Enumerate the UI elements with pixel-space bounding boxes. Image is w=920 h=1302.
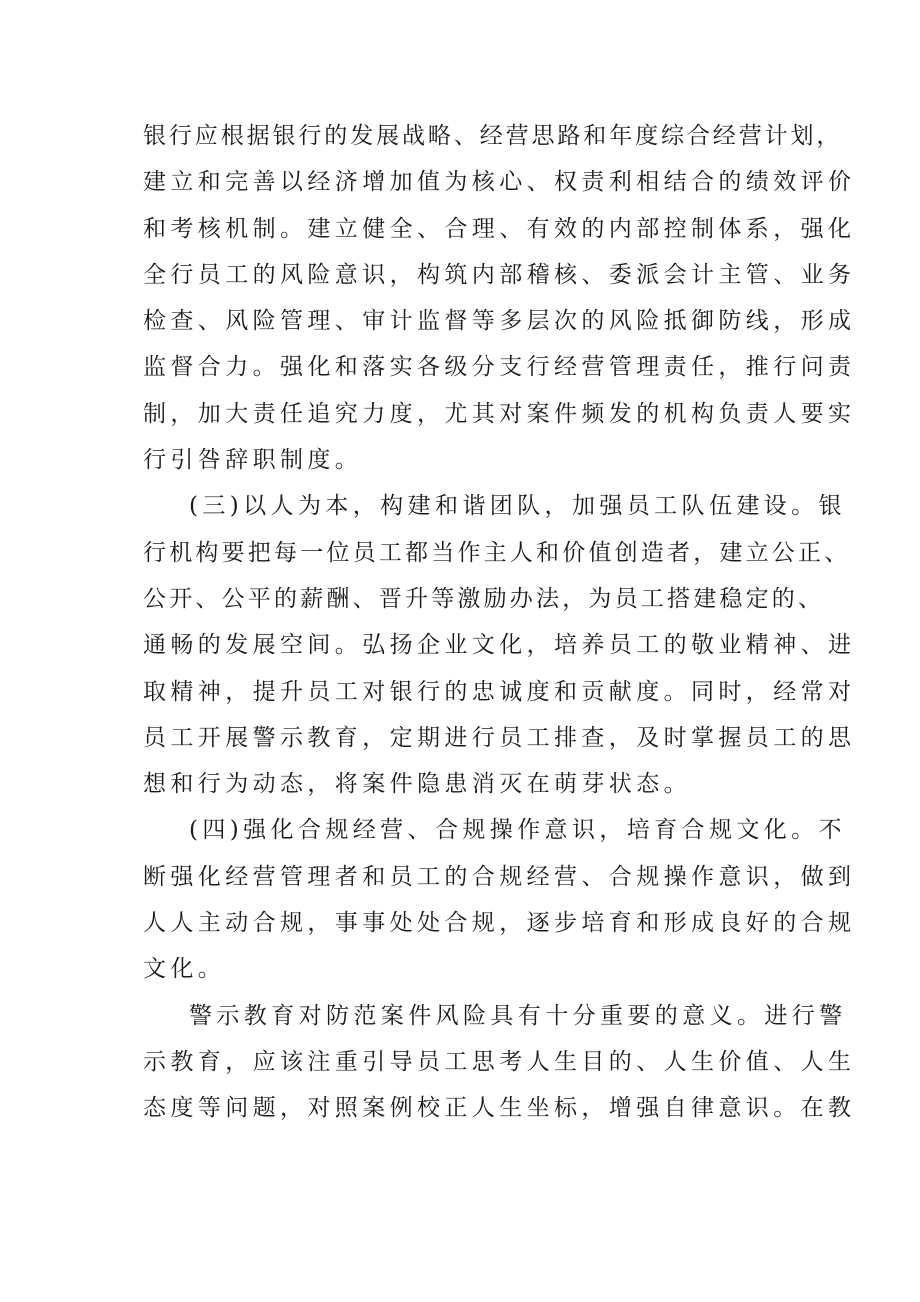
paragraph-start-line: (四)强化合规经营、合规操作意识，培育合规文化。不 bbox=[189, 817, 846, 844]
text-line: 建立和完善以经济增加值为核心、权责利相结合的绩效评价 bbox=[143, 169, 856, 196]
text-line: 想和行为动态，将案件隐患消灭在萌芽状态。 bbox=[143, 771, 691, 798]
text-line: 通畅的发展空间。弘扬企业文化，培养员工的敬业精神、进 bbox=[143, 632, 856, 659]
text-line: 制，加大责任追究力度，尤其对案件频发的机构负责人要实 bbox=[143, 400, 856, 427]
text-line: 检查、风险管理、审计监督等多层次的风险抵御防线，形成 bbox=[143, 308, 856, 335]
paragraph-start-line: (三)以人为本，构建和谐团队，加强员工队伍建设。银 bbox=[189, 493, 846, 520]
paragraph-start-line: 警示教育对防范案件风险具有十分重要的意义。进行警 bbox=[189, 1002, 847, 1029]
text-line: 取精神，提升员工对银行的忠诚度和贡献度。同时，经常对 bbox=[143, 678, 856, 705]
text-line: 员工开展警示教育，定期进行员工排查，及时掌握员工的思 bbox=[143, 724, 856, 751]
body-text bbox=[143, 113, 856, 1132]
text-line: 公开、公平的薪酬、晋升等激励办法，为员工搭建稳定的、 bbox=[143, 585, 825, 612]
text-line: 和考核机制。建立健全、合理、有效的内部控制体系，强化 bbox=[143, 215, 856, 242]
text-line: 人人主动合规，事事处处合规，逐步培育和形成良好的合规 bbox=[143, 910, 856, 937]
text-line: 断强化经营管理者和员工的合规经营、合规操作意识，做到 bbox=[143, 863, 856, 890]
text-line: 银行应根据银行的发展战略、经营思路和年度综合经营计划， bbox=[143, 123, 843, 149]
text-line: 全行员工的风险意识，构筑内部稽核、委派会计主管、业务 bbox=[143, 261, 856, 288]
text-line: 态度等问题，对照案例校正人生坐标，增强自律意识。在教 bbox=[143, 1095, 856, 1122]
text-line: 文化。 bbox=[143, 956, 226, 983]
text-line: 行机构要把每一位员工都当作主人和价值创造者，建立公正、 bbox=[143, 539, 851, 566]
text-line: 示教育，应该注重引导员工思考人生目的、人生价值、人生 bbox=[143, 1048, 856, 1075]
text-line: 监督合力。强化和落实各级分支行经营管理责任，推行问责 bbox=[143, 354, 856, 381]
text-line: 行引咎辞职制度。 bbox=[143, 447, 363, 474]
